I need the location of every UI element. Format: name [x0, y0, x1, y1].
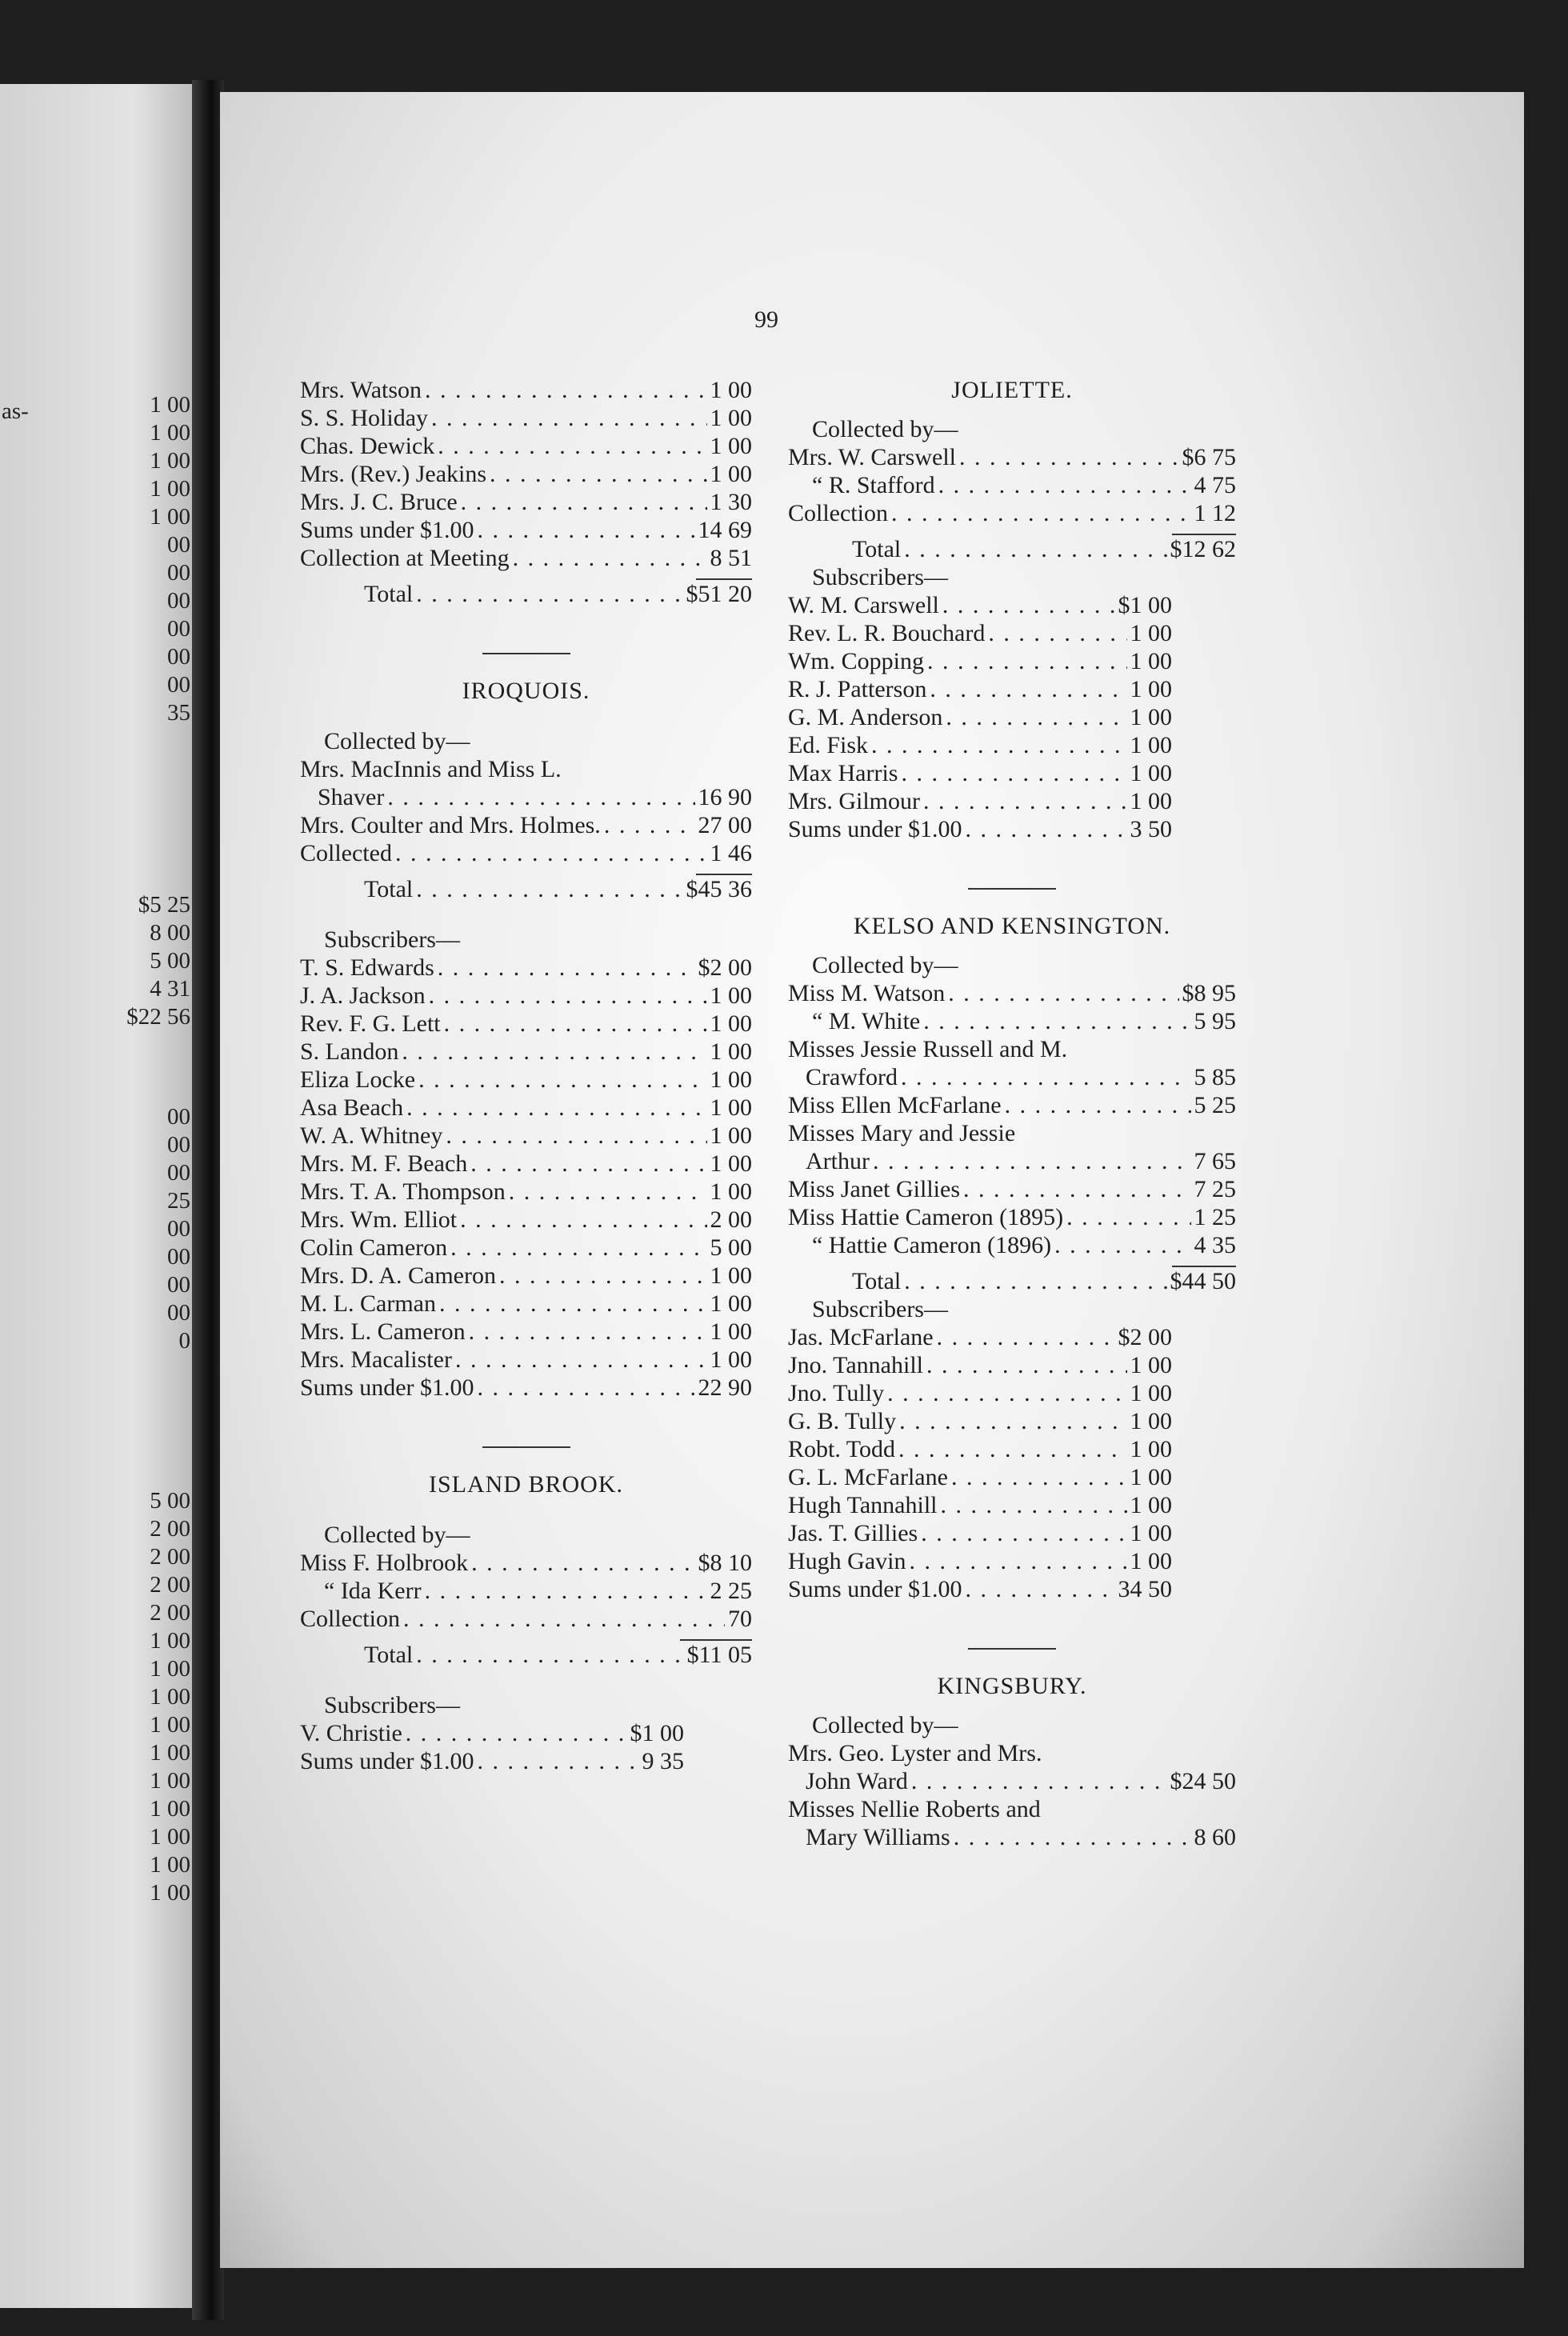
list-item	[300, 1066, 752, 1094]
previous-page-fragment	[0, 84, 192, 2308]
section-heading-island-brook: ISLAND BROOK.	[428, 1471, 623, 1498]
entry-amount: 1 00	[710, 1038, 752, 1065]
entry-name: Collection	[300, 1606, 400, 1632]
entry-name: Mrs. Gilmour	[788, 788, 920, 814]
entry-amount: $6 75	[1182, 444, 1236, 470]
list-item	[300, 982, 752, 1010]
fragment-amount: 1 00	[150, 1852, 190, 1878]
entry-row: “ M. White . . . 5 95	[788, 1007, 1236, 1035]
entry-name: Mrs. (Rev.) Jeakins	[300, 461, 487, 487]
entry-name: “ Ida Kerr	[324, 1578, 422, 1604]
fragment-amount: 00	[167, 1300, 190, 1326]
fragment-amount: 00	[167, 560, 190, 586]
entry-name: Sums under $1.00	[788, 816, 962, 842]
entry-name: “ R. Stafford	[812, 472, 935, 498]
list-item	[300, 1549, 752, 1577]
entry-amount: 3 50	[1130, 816, 1172, 842]
entry-amount: 1 00	[710, 433, 752, 459]
entry-line: Misses Nellie Roberts and	[788, 1796, 1041, 1822]
list-item	[300, 1178, 752, 1206]
fragment-amount: 1 00	[150, 448, 190, 474]
list-item	[300, 1234, 752, 1262]
fragment-amount: 00	[167, 616, 190, 642]
fragment-amount: 1 00	[150, 1740, 190, 1766]
entry-row: Crawford . . . 5 85	[788, 1063, 1236, 1091]
subscriber-list	[300, 1719, 684, 1775]
fragment-amount: 00	[167, 1160, 190, 1186]
fragment-amount: 1 00	[150, 1768, 190, 1794]
fragment-amount: 00	[167, 672, 190, 698]
entry-line: Misses Mary and Jessie	[788, 1120, 1016, 1146]
entry-name: Mrs. D. A. Cameron	[300, 1262, 496, 1289]
entry-name: Mrs. J. C. Bruce	[300, 489, 458, 515]
list-item	[300, 488, 752, 516]
entry-amount: 1 00	[710, 1150, 752, 1177]
fragment-amount: 5 00	[150, 948, 190, 974]
list-top	[300, 376, 752, 572]
entry-amount: 1 00	[1130, 1352, 1172, 1378]
total-row: Total . . . $44 50	[788, 1267, 1236, 1295]
list-item	[300, 432, 752, 460]
entry-amount: 1 00	[710, 1318, 752, 1345]
entry-name: Mrs. Watson	[300, 377, 422, 403]
fragment-amount: 5 00	[150, 1488, 190, 1514]
entry-name: Colin Cameron	[300, 1234, 448, 1261]
entry-name: Mrs. M. F. Beach	[300, 1150, 468, 1177]
entry-name: Jno. Tannahill	[788, 1352, 923, 1378]
list-item	[788, 1351, 1172, 1379]
fragment-amount: 00	[167, 532, 190, 558]
entry-amount: 1 00	[710, 1262, 752, 1289]
entry-name: Ed. Fisk	[788, 732, 869, 758]
column-left	[300, 376, 752, 1775]
list-item	[300, 1719, 684, 1747]
entry-name: Hugh Gavin	[788, 1548, 906, 1574]
fragment-amount: 00	[167, 588, 190, 614]
list-item	[300, 1262, 752, 1290]
entry-name: V. Christie	[300, 1720, 402, 1746]
list-item	[788, 731, 1172, 759]
entry-amount: 1 00	[710, 1178, 752, 1205]
list-item	[300, 1206, 752, 1234]
entry-amount: 1 00	[710, 1346, 752, 1373]
entry-name: S. S. Holiday	[300, 405, 429, 431]
subscribers-label: Subscribers—	[812, 1296, 948, 1322]
fragment-amount: 0	[178, 1328, 190, 1354]
entry-amount: 1 00	[1130, 1548, 1172, 1574]
entry-name: Rev. L. R. Bouchard	[788, 620, 986, 646]
total-row: Total . . . $11 05	[300, 1641, 752, 1669]
list-item	[300, 1094, 752, 1122]
list-item	[300, 1038, 752, 1066]
total-label: Total	[364, 581, 414, 607]
entry-row: Collected . . . 1 46	[300, 839, 752, 867]
entry-row: Mrs. Coulter and Mrs. Holmes. . . . 27 00	[300, 811, 752, 839]
section-heading-iroquois: IROQUOIS.	[462, 678, 590, 704]
subscriber-list	[300, 954, 752, 1402]
entry-amount: 1 00	[710, 1010, 752, 1037]
entry-amount: 1 00	[710, 405, 752, 431]
entry-name: T. S. Edwards	[300, 954, 434, 981]
fragment-amount: 1 00	[150, 1796, 190, 1822]
fragment-amount: 00	[167, 1132, 190, 1158]
entry-name: R. J. Patterson	[788, 676, 927, 702]
entry-name: Jno. Tully	[788, 1380, 885, 1406]
entry-amount: 1 00	[1130, 1492, 1172, 1518]
entry-amount: 1 00	[710, 1066, 752, 1093]
entry-amount: 1 00	[1130, 648, 1172, 674]
entry-name: Robt. Todd	[788, 1436, 896, 1462]
section-heading-kelso: KELSO AND KENSINGTON.	[853, 913, 1171, 939]
list-item	[300, 460, 752, 488]
list-item	[300, 1605, 752, 1633]
subscribers-label: Subscribers—	[324, 926, 460, 953]
list-item	[300, 1318, 752, 1346]
entry-amount: 14 69	[698, 517, 752, 543]
list-item	[788, 1519, 1172, 1547]
list-item	[300, 1747, 684, 1775]
fragment-amount: 00	[167, 1272, 190, 1298]
subscriber-list	[788, 1323, 1172, 1603]
list-item	[788, 1379, 1172, 1407]
entry-amount: 1 00	[1130, 732, 1172, 758]
entry-row: Miss Ellen McFarlane . . . 5 25	[788, 1091, 1236, 1119]
entry-name: Chas. Dewick	[300, 433, 435, 459]
subscriber-list	[788, 591, 1172, 843]
entry-name: Mrs. T. A. Thompson	[300, 1178, 506, 1205]
list-item	[788, 1323, 1172, 1351]
collected-by-label: Collected by—	[812, 1712, 958, 1738]
total-row: Total . . . $45 36	[300, 875, 752, 903]
list-item	[300, 544, 752, 572]
list-item	[300, 376, 752, 404]
list-item	[300, 1122, 752, 1150]
section-heading-kingsbury: KINGSBURY.	[937, 1673, 1087, 1699]
list-item	[300, 1374, 752, 1402]
book-gutter	[192, 80, 224, 2320]
entry-amount: $1 00	[630, 1720, 684, 1746]
entry-amount: 2 00	[710, 1206, 752, 1233]
total-row	[300, 580, 752, 608]
entry-name: Jas. T. Gillies	[788, 1520, 918, 1546]
entry-amount: 34 50	[1118, 1576, 1172, 1602]
entry-name: Collection at Meeting	[300, 545, 510, 571]
entry-name: Sums under $1.00	[788, 1576, 962, 1602]
fragment-amount: 1 00	[150, 1824, 190, 1850]
entry-name: G. M. Anderson	[788, 704, 943, 730]
entry-name: G. B. Tully	[788, 1408, 897, 1434]
list-item	[788, 1463, 1172, 1491]
fragment-amount: 1 00	[150, 504, 190, 530]
page	[220, 92, 1524, 2268]
entry-amount: 1 30	[710, 489, 752, 515]
entry-name: Wm. Copping	[788, 648, 924, 674]
entry-name: Hugh Tannahill	[788, 1492, 938, 1518]
subscribers-label: Subscribers—	[324, 1692, 460, 1718]
entry-amount: 1 12	[1194, 500, 1236, 526]
entry-name: Sums under $1.00	[300, 1374, 474, 1401]
entry-row: Miss M. Watson . . . $8 95	[788, 979, 1236, 1007]
collected-by-label: Collected by—	[324, 728, 470, 754]
list-item	[788, 1407, 1172, 1435]
list-item	[300, 954, 752, 982]
list-item	[788, 443, 1236, 471]
list-item	[300, 1346, 752, 1374]
entry-amount: 1 00	[1130, 704, 1172, 730]
list-item	[788, 619, 1172, 647]
entry-name: Sums under $1.00	[300, 1748, 474, 1774]
list-item	[788, 759, 1172, 787]
entry-amount: 1 00	[1130, 1464, 1172, 1490]
fragment-amount: 1 00	[150, 1684, 190, 1710]
entry-amount: 9 35	[642, 1748, 684, 1774]
fragment-amount: 2 00	[150, 1516, 190, 1542]
entry-name: Rev. F. G. Lett	[300, 1010, 441, 1037]
fragment-amount: 2 00	[150, 1600, 190, 1626]
entry-amount: 1 00	[1130, 788, 1172, 814]
entry-amount: 1 00	[1130, 1380, 1172, 1406]
entry-name: Collection	[788, 500, 888, 526]
list-item	[788, 1575, 1172, 1603]
entry-amount: 1 00	[1130, 1520, 1172, 1546]
entry-name: Eliza Locke	[300, 1066, 416, 1093]
entry-name: W. A. Whitney	[300, 1122, 443, 1149]
entry-name: Miss F. Holbrook	[300, 1550, 469, 1576]
entry-amount: 22 90	[698, 1374, 752, 1401]
fragment-amount: 2 00	[150, 1544, 190, 1570]
entry-row: “ Hattie Cameron (1896) . . . 4 35	[788, 1231, 1236, 1259]
entry-amount: 2 25	[710, 1578, 752, 1604]
list-item	[788, 815, 1172, 843]
entry-name: Max Harris	[788, 760, 898, 786]
fragment-label: as-	[2, 398, 29, 424]
fragment-amount: 35	[167, 700, 190, 726]
column-right	[788, 376, 1236, 1851]
entry-amount: 4 75	[1194, 472, 1236, 498]
fragment-amount: 1 00	[150, 1656, 190, 1682]
list-item	[300, 1577, 752, 1605]
entry-amount: 1 00	[1130, 676, 1172, 702]
fragment-amount: 1 00	[150, 420, 190, 446]
collected-by-label: Collected by—	[324, 1522, 470, 1548]
fragment-amount: 00	[167, 1244, 190, 1270]
entry-amount: 8 51	[710, 545, 752, 571]
list-item	[788, 471, 1236, 499]
entry-amount: 1 00	[1130, 620, 1172, 646]
entry-row: Shaver . . . 16 90	[300, 783, 752, 811]
entry-row: John Ward . . . $24 50	[788, 1767, 1236, 1795]
section-heading-joliette: JOLIETTE.	[951, 377, 1073, 403]
list-item	[788, 647, 1172, 675]
entry-name: M. L. Carman	[300, 1290, 436, 1317]
list-item	[300, 404, 752, 432]
entry-amount: $8 10	[698, 1550, 752, 1576]
collected-by-label: Collected by—	[812, 416, 958, 442]
fragment-amount: 1 00	[150, 1712, 190, 1738]
subscribers-label: Subscribers—	[812, 564, 948, 590]
total-amount: $51 20	[686, 581, 752, 607]
fragment-amount: 00	[167, 1104, 190, 1130]
entry-amount: $1 00	[1118, 592, 1172, 618]
entry-line: Mrs. Geo. Lyster and Mrs.	[788, 1740, 1042, 1766]
fragment-amount: 4 31	[150, 976, 190, 1002]
entry-name: Sums under $1.00	[300, 517, 474, 543]
fragment-amount: 25	[167, 1188, 190, 1214]
list-item	[300, 1150, 752, 1178]
entry-amount: 1 00	[1130, 1436, 1172, 1462]
entry-amount: 70	[728, 1606, 752, 1632]
entry-row: Miss Janet Gillies . . . 7 25	[788, 1175, 1236, 1203]
total-row: Total . . . $12 62	[788, 535, 1236, 563]
entry-amount: $2 00	[698, 954, 752, 981]
list-item	[788, 591, 1172, 619]
fragment-amount: 1 00	[150, 1628, 190, 1654]
collector-list	[300, 1549, 752, 1633]
list-item	[788, 1547, 1172, 1575]
list-item	[788, 675, 1172, 703]
list-item	[788, 703, 1172, 731]
entry-amount: 5 00	[710, 1234, 752, 1261]
entry-name: Mrs. Wm. Elliot	[300, 1206, 458, 1233]
fragment-amount: 2 00	[150, 1572, 190, 1598]
entry-name: J. A. Jackson	[300, 982, 426, 1009]
entry-amount: 1 00	[710, 1094, 752, 1121]
entry-amount: 1 00	[1130, 760, 1172, 786]
fragment-amount: $5 25	[138, 892, 190, 918]
fragment-amount: 00	[167, 644, 190, 670]
entry-row: Mary Williams . . . 8 60	[788, 1823, 1236, 1851]
entry-name: Mrs. Macalister	[300, 1346, 452, 1373]
fragment-amount: 8 00	[150, 920, 190, 946]
entry-name: G. L. McFarlane	[788, 1464, 948, 1490]
list-item	[788, 499, 1236, 527]
fragment-amount: 1 00	[150, 1880, 190, 1906]
fragment-amount: 1 00	[150, 476, 190, 502]
entry-amount: 1 00	[1130, 1408, 1172, 1434]
list-item	[300, 1010, 752, 1038]
entry-amount: $2 00	[1118, 1324, 1172, 1350]
entry-line: Misses Jessie Russell and M.	[788, 1036, 1068, 1062]
entry-amount: 1 00	[710, 377, 752, 403]
entry-name: W. M. Carswell	[788, 592, 939, 618]
entry-amount: 1 00	[710, 1122, 752, 1149]
entry-line: Mrs. MacInnis and Miss L.	[300, 756, 562, 782]
fragment-amount: $22 56	[126, 1004, 190, 1030]
collector-list	[788, 443, 1236, 527]
entry-name: Jas. McFarlane	[788, 1324, 934, 1350]
entry-amount: 1 00	[710, 461, 752, 487]
list-item	[788, 787, 1172, 815]
entry-amount: 1 00	[710, 982, 752, 1009]
entry-name: Mrs. L. Cameron	[300, 1318, 466, 1345]
entry-name: Asa Beach	[300, 1094, 404, 1121]
list-item	[300, 516, 752, 544]
list-item	[788, 1435, 1172, 1463]
entry-row: Miss Hattie Cameron (1895) . . . 1 25	[788, 1203, 1236, 1231]
fragment-amount: 00	[167, 1216, 190, 1242]
entry-amount: 1 00	[710, 1290, 752, 1317]
entry-row: Arthur . . . 7 65	[788, 1147, 1236, 1175]
fragment-amount: 1 00	[150, 392, 190, 418]
list-item	[788, 1491, 1172, 1519]
collected-by-label: Collected by—	[812, 952, 958, 978]
entry-name: S. Landon	[300, 1038, 399, 1065]
list-item	[300, 1290, 752, 1318]
page-number: 99	[754, 306, 778, 333]
entry-name: Mrs. W. Carswell	[788, 444, 956, 470]
